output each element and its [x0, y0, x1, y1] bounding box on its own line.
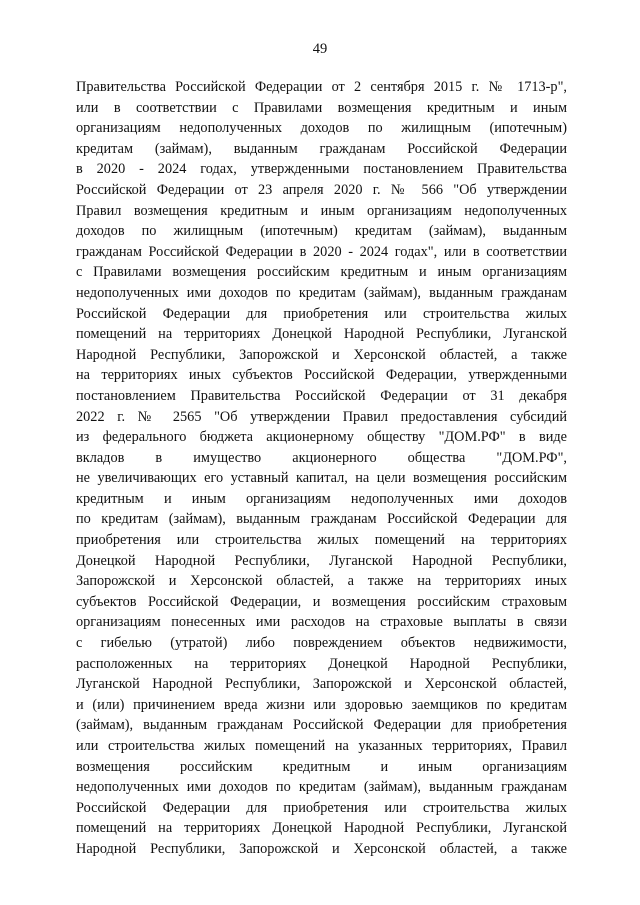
text-line: Российской Федерации для приобретения или строительства жилых: [76, 305, 567, 322]
text-line: с гибелью (утратой) либо повреждением объектов недвижимости,: [76, 635, 567, 652]
text-line: гражданам Российской Федерации в 2020 - 2024 годах", или в соответствии: [76, 243, 567, 260]
text-line: Российской Федерации от 23 апреля 2020 г. № 566 "Об утверждении: [76, 181, 567, 198]
text-line: Донецкой Народной Республики, Луганской Народной Республики,: [76, 552, 567, 569]
text-line: (займам), выданным гражданам Российской Федерации для приобретения: [76, 717, 567, 734]
text-line: и (или) причинением вреда жизни или здоровью заемщиков по кредитам: [76, 696, 567, 713]
text-line: расположенных на территориях Донецкой Народной Республики,: [76, 655, 567, 672]
text-line: организациям недополученных доходов по жилищным (ипотечным): [76, 120, 567, 137]
text-line: недополученных ими доходов по кредитам (займам), выданным гражданам: [76, 779, 567, 796]
text-line: или в соответствии с Правилами возмещения кредитным и иным: [76, 99, 567, 116]
text-line: кредитам (займам), выданным гражданам Российской Федерации: [76, 140, 567, 157]
text-line: субъектов Российской Федерации, и возмещения российским страховым: [76, 593, 567, 610]
text-line: Российской Федерации для приобретения или строительства жилых: [76, 799, 567, 816]
text-line: не увеличивающих его уставный капитал, на цели возмещения российским: [76, 470, 567, 487]
text-line: помещений на территориях Донецкой Народной Республики, Луганской: [76, 820, 567, 837]
text-line: Народной Республики, Запорожской и Херсонской областей, а также: [76, 840, 567, 857]
text-line: постановлением Правительства Российской Федерации от 31 декабря: [76, 387, 567, 404]
page-number: 49: [312, 41, 328, 57]
text-line: или строительства жилых помещений на указанных территориях, Правил: [76, 738, 567, 754]
text-line: Луганской Народной Республики, Запорожской и Херсонской областей,: [76, 676, 567, 693]
text-line: Запорожской и Херсонской областей, а также на территориях иных: [76, 573, 567, 590]
text-line: приобретения или строительства жилых помещений на территориях: [76, 532, 567, 549]
text-line: Правил возмещения кредитным и иным организациям недополученных: [76, 202, 567, 219]
text-line: с Правилами возмещения российским кредитным и иным организациям: [76, 264, 567, 281]
text-line: недополученных ими доходов по кредитам (займам), выданным гражданам: [76, 284, 567, 301]
text-line: возмещения российским кредитным и иным организациям: [76, 758, 567, 775]
text-line: организациям понесенных ими расходов на страховые выплаты в связи: [76, 614, 567, 631]
text-line: помещений на территориях Донецкой Народной Республики, Луганской: [76, 326, 567, 343]
text-line: на территориях иных субъектов Российской Федерации, утвержденными: [76, 367, 567, 384]
text-line: по кредитам (займам), выданным гражданам Российской Федерации для: [76, 511, 567, 528]
text-line: вкладов в имущество акционерного общества "ДОМ.РФ",: [76, 449, 567, 466]
text-line: кредитным и иным организациям недополученных ими доходов: [76, 490, 567, 507]
text-line: из федерального бюджета акционерному обществу "ДОМ.РФ" в виде: [76, 429, 567, 446]
body-text: [76, 77, 567, 860]
text-line: Правительства Российской Федерации от 2 сентября 2015 г. № 1713-р",: [76, 79, 567, 95]
text-line: 2022 г. № 2565 "Об утверждении Правил предоставления субсидий: [76, 408, 567, 425]
text-line: Народной Республики, Запорожской и Херсонской областей, а также: [76, 346, 567, 363]
text-line: доходов по жилищным (ипотечным) кредитам (займам), выданным: [76, 223, 567, 240]
text-line: в 2020 - 2024 годах, утвержденными постановлением Правительства: [76, 161, 567, 178]
